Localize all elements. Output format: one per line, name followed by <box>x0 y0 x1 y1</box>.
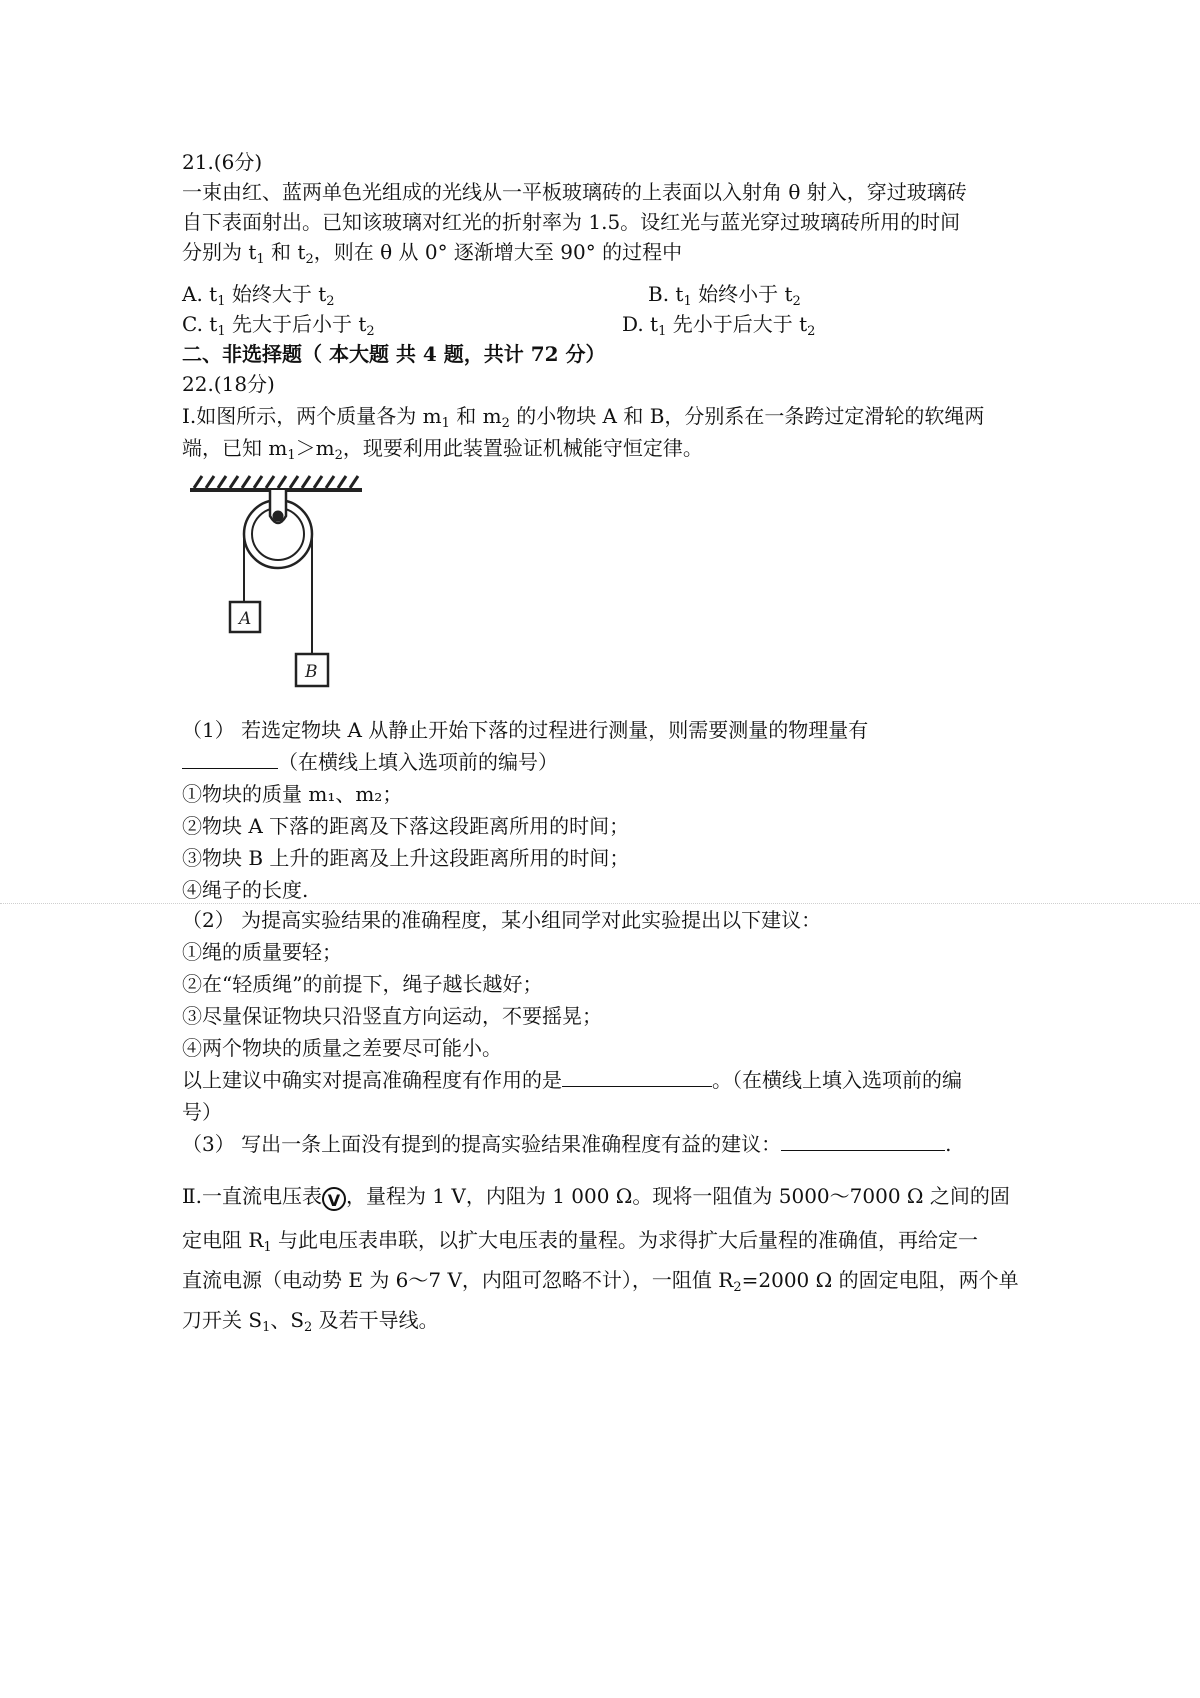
q22-s2-line1: （2） 为提高实验结果的准确程度，某小组同学对此实验提出以下建议： <box>182 908 822 932</box>
q22-s1-item4: ④绳子的长度. <box>182 878 309 902</box>
subscript: 2 <box>807 324 816 339</box>
block-a <box>230 602 260 632</box>
text-span: （3） 写出一条上面没有提到的提高实验结果准确程度有益的建议： <box>182 1132 782 1156</box>
text-span: 与此电压表串联，以扩大电压表的量程。为求得扩大后量程的准确值，再给定一 <box>271 1228 979 1252</box>
q22-part1-line2 <box>182 434 703 462</box>
text-span: 和 m <box>449 404 502 428</box>
q22-s2-item4: ④两个物块的质量之差要尽可能小。 <box>182 1036 502 1060</box>
section-title: 二、非选择题（ 本大题 共 4 题，共计 72 分） <box>182 342 606 366</box>
text-span: 的小物块 A 和 B，分别系在一条跨过定滑轮的软绳两 <box>509 404 985 428</box>
q21-header: 21.(6分) <box>182 150 263 174</box>
text-span: 、S <box>270 1308 305 1332</box>
subscript: 1 <box>683 294 692 309</box>
subscript: 2 <box>326 294 335 309</box>
block-b <box>296 654 328 686</box>
q21-text-line3 <box>182 238 682 266</box>
subscript: 2 <box>501 416 510 431</box>
text-span: =2000 Ω 的固定电阻，两个单 <box>741 1268 1019 1292</box>
q22-s2-item2: ②在“轻质绳”的前提下，绳子越长越好； <box>182 972 543 996</box>
option-text: B. t <box>648 282 684 306</box>
text-span: 直流电源（电动势 E 为 6～7 V，内阻可忽略不计），一阻值 R <box>182 1268 734 1292</box>
pulley-diagram <box>186 470 398 706</box>
q22-s3-line <box>182 1130 951 1158</box>
voltmeter-icon: V <box>322 1187 346 1211</box>
subscript: 1 <box>658 324 667 339</box>
q22-part2-line4 <box>182 1306 439 1334</box>
q22-s1-item1: ①物块的质量 m₁、m₂； <box>182 782 403 806</box>
subscript: 2 <box>792 294 801 309</box>
text-span: 刀开关 S <box>182 1308 263 1332</box>
ceiling-hatching <box>190 476 362 490</box>
option-text: A. t <box>182 282 218 306</box>
subscript: 1 <box>217 324 226 339</box>
subscript: 2 <box>334 448 343 463</box>
text-span: Ⅱ.一直流电压表 <box>182 1184 322 1208</box>
option-text: 先大于后小于 t <box>225 312 367 336</box>
subscript: 1 <box>217 294 226 309</box>
text-span: 端，已知 m <box>182 436 288 460</box>
q22-part1-line1 <box>182 402 984 430</box>
text-span: ，现要利用此装置验证机械能守恒定律。 <box>342 436 703 460</box>
subscript: 2 <box>366 324 375 339</box>
q21-option-d[interactable] <box>622 310 815 338</box>
q22-header: 22.(18分) <box>182 372 275 396</box>
subscript: 2 <box>733 1280 742 1295</box>
pulley-wheel <box>244 490 312 568</box>
subscript: 2 <box>305 252 314 267</box>
q22-s2-item1: ①绳的质量要轻； <box>182 940 342 964</box>
q22-s2-answer-line <box>182 1066 962 1094</box>
text-span: ，量程为 1 V，内阻为 1 000 Ω。现将一阻值为 5000～7000 Ω 之间的固 <box>345 1184 1010 1208</box>
text-span: ＞m <box>295 436 335 460</box>
q22-part2-line1 <box>182 1182 1010 1211</box>
subscript: 1 <box>287 448 296 463</box>
subscript: 2 <box>304 1320 313 1335</box>
subscript: 1 <box>263 1240 272 1255</box>
text-span: （在横线上填入选项前的编号） <box>278 750 558 774</box>
q22-s1-item2: ②物块 A 下落的距离及下落这段距离所用的时间； <box>182 814 630 838</box>
q21-line3-part1: 分别为 t <box>182 240 257 264</box>
subscript: 1 <box>441 416 450 431</box>
page-divider <box>0 903 1200 904</box>
q22-part2-line2 <box>182 1226 978 1254</box>
option-text: 始终大于 t <box>225 282 327 306</box>
q21-text-line1: 一束由红、蓝两单色光组成的光线从一平板玻璃砖的上表面以入射角 θ 射入，穿过玻璃砖 <box>182 180 967 204</box>
q22-s2-answer-line2: 号） <box>182 1100 222 1124</box>
block-a-label: A <box>239 609 252 629</box>
q22-s1-line1: （1） 若选定物块 A 从静止开始下落的过程进行测量，则需要测量的物理量有 <box>182 718 869 742</box>
q22-s1-line2 <box>182 748 558 776</box>
q22-part2-line3 <box>182 1266 1019 1294</box>
text-span: 及若干导线。 <box>312 1308 439 1332</box>
subscript: 1 <box>262 1320 271 1335</box>
q21-text-line2: 自下表面射出。已知该玻璃对红光的折射率为 1.5。设红光与蓝光穿过玻璃砖所用的时间 <box>182 210 961 234</box>
q21-option-b[interactable] <box>648 280 801 308</box>
q21-line3-part3: ，则在 θ 从 0° 逐渐增大至 90° 的过程中 <box>313 240 683 264</box>
option-text: 先小于后大于 t <box>666 312 808 336</box>
option-text: D. t <box>622 312 659 336</box>
rope <box>244 534 312 654</box>
answer-blank-2[interactable] <box>562 1066 712 1087</box>
q22-s2-item3: ③尽量保证物块只沿竖直方向运动，不要摇晃； <box>182 1004 602 1028</box>
q21-line3-part2: 和 t <box>264 240 306 264</box>
text-span: . <box>945 1132 952 1156</box>
text-span: 定电阻 R <box>182 1228 264 1252</box>
answer-blank-1[interactable] <box>182 748 278 769</box>
block-b-label: B <box>305 662 318 682</box>
text-span: 。（在横线上填入选项前的编 <box>712 1068 962 1092</box>
text-span: Ⅰ.如图所示，两个质量各为 m <box>182 404 442 428</box>
text-span: 以上建议中确实对提高准确程度有作用的是 <box>182 1068 562 1092</box>
q21-option-a[interactable] <box>182 280 335 308</box>
subscript: 1 <box>256 252 265 267</box>
answer-blank-3[interactable] <box>781 1130 945 1151</box>
option-text: C. t <box>182 312 218 336</box>
q22-s1-item3: ③物块 B 上升的距离及上升这段距离所用的时间； <box>182 846 630 870</box>
q21-option-c[interactable] <box>182 310 375 338</box>
option-text: 始终小于 t <box>691 282 793 306</box>
